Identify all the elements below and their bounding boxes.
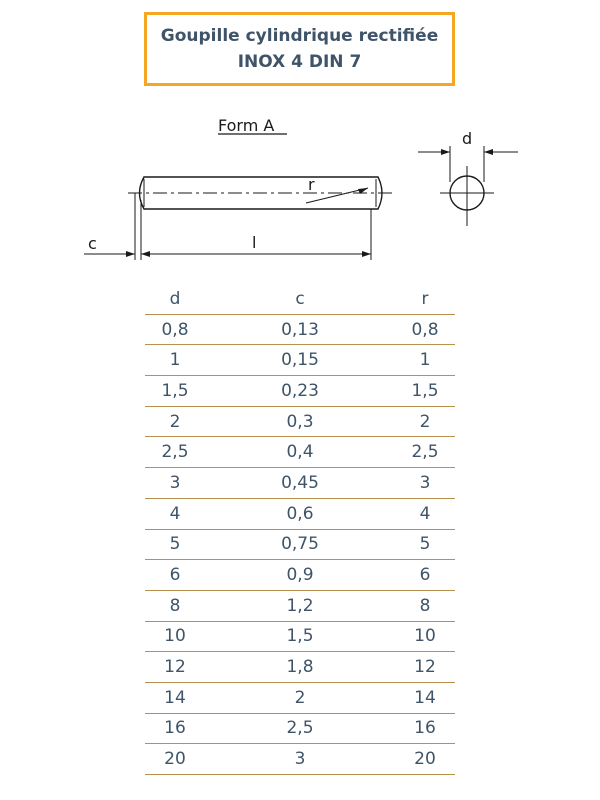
table-row [145, 499, 455, 530]
header-c: c [295, 288, 305, 309]
table-row [145, 591, 455, 622]
cell-r: 12 [414, 657, 436, 678]
cell-r: 4 [419, 503, 431, 524]
cell-r: 10 [414, 626, 436, 647]
cell-d: 3 [169, 472, 181, 493]
cell-r: 5 [419, 534, 431, 555]
cell-c: 0,23 [281, 380, 319, 401]
table-row [145, 437, 455, 468]
table-row [145, 652, 455, 683]
title-line-2: INOX 4 DIN 7 [237, 52, 362, 72]
radius-label: r [308, 175, 315, 194]
cell-r: 14 [414, 687, 436, 708]
table-row [145, 407, 455, 438]
dimension-d-arrow-left [441, 149, 450, 155]
cell-d: 6 [169, 565, 181, 586]
table-row [145, 376, 455, 407]
cell-d: 16 [164, 718, 186, 739]
cell-r: 3 [419, 472, 431, 493]
cell-r: 2,5 [411, 442, 439, 463]
cell-c: 1,5 [286, 626, 314, 647]
dimension-c-arrow [126, 251, 135, 257]
cell-d: 8 [169, 595, 181, 616]
dimension-l-arrow-right [362, 251, 371, 257]
table-row [145, 345, 455, 376]
table-row [145, 683, 455, 714]
cell-c: 0,4 [286, 442, 314, 463]
cell-c: 0,6 [286, 503, 314, 524]
cell-c: 0,13 [281, 319, 319, 340]
cell-c: 0,75 [281, 534, 319, 555]
table-row [145, 560, 455, 591]
cell-r: 20 [414, 749, 436, 770]
cell-d: 2 [169, 411, 181, 432]
cell-r: 16 [414, 718, 436, 739]
cell-d: 4 [169, 503, 181, 524]
cell-r: 6 [419, 565, 431, 586]
cell-d: 10 [164, 626, 186, 647]
cell-d: 5 [169, 534, 181, 555]
cell-d: 1,5 [161, 380, 189, 401]
cell-d: 12 [164, 657, 186, 678]
cell-d: 14 [164, 687, 186, 708]
dimension-table [145, 284, 455, 775]
table-row [145, 744, 455, 775]
cell-r: 1,5 [411, 380, 439, 401]
dimension-c-label: c [88, 234, 97, 253]
header-d: d [169, 288, 181, 309]
cell-c: 1,8 [286, 657, 314, 678]
table-row [145, 315, 455, 346]
cell-d: 0,8 [161, 319, 189, 340]
cell-c: 3 [294, 749, 306, 770]
technical-drawing [0, 100, 600, 270]
title-box [144, 12, 455, 86]
dimension-d-arrow-right [484, 149, 493, 155]
cell-d: 20 [164, 749, 186, 770]
header-r: r [421, 288, 429, 309]
cell-c: 0,3 [286, 411, 314, 432]
form-label: Form A [218, 116, 275, 135]
dimension-l-label: l [252, 233, 257, 252]
cell-c: 2,5 [286, 718, 314, 739]
cell-c: 1,2 [286, 595, 314, 616]
cell-d: 1 [169, 350, 181, 371]
table-header-row [145, 284, 455, 315]
cell-c: 0,15 [281, 350, 319, 371]
table-row [145, 622, 455, 653]
cell-r: 8 [419, 595, 431, 616]
cell-r: 2 [419, 411, 431, 432]
cell-c: 0,9 [286, 565, 314, 586]
cell-d: 2,5 [161, 442, 189, 463]
dimension-d-label: d [462, 129, 473, 148]
cell-c: 2 [294, 687, 306, 708]
table-row [145, 714, 455, 745]
table-row [145, 468, 455, 499]
cell-r: 0,8 [411, 319, 439, 340]
cell-c: 0,45 [281, 472, 319, 493]
dimension-l-arrow-left [141, 251, 150, 257]
table-row [145, 530, 455, 561]
cell-r: 1 [419, 350, 431, 371]
title-line-1: Goupille cylindrique rectifiée [160, 26, 439, 46]
